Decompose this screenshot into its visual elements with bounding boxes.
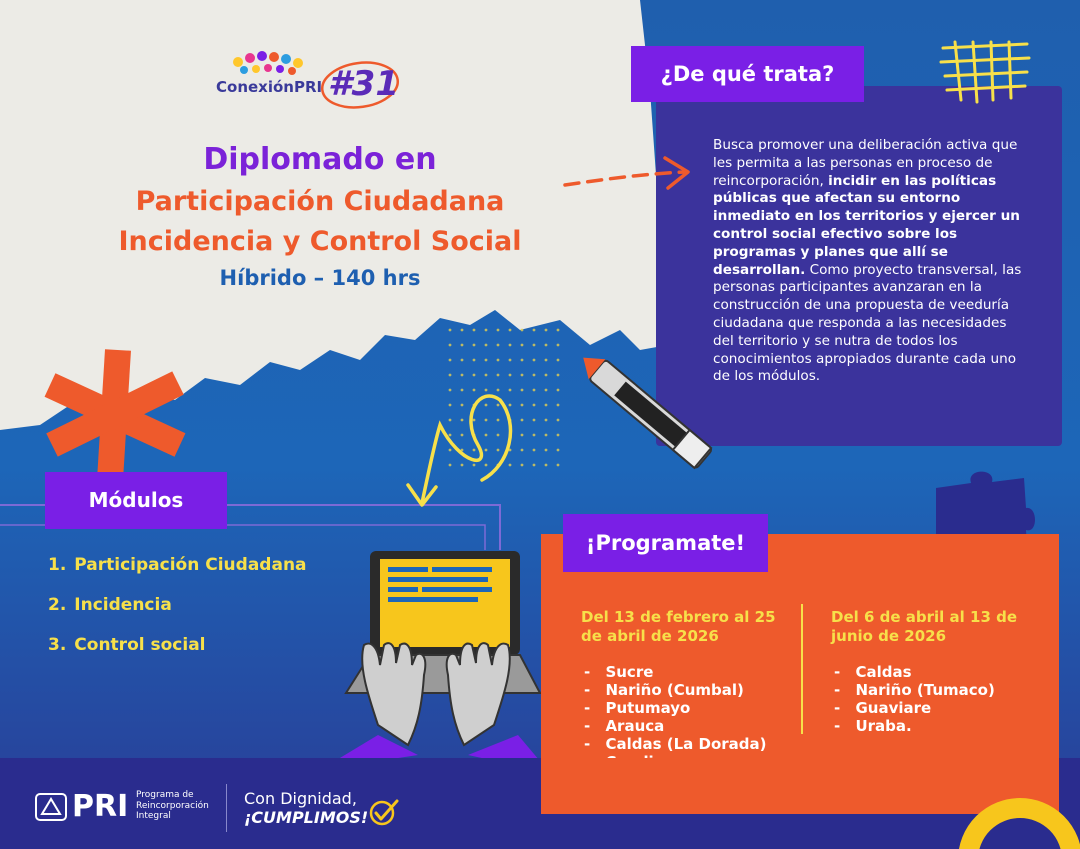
module-item: 2. Incidencia — [48, 595, 172, 615]
title-line-1: Diplomado en — [203, 142, 437, 177]
schedule-divider — [801, 604, 803, 734]
loop-arrow-icon — [400, 385, 540, 515]
about-description: Busca promover una deliberación activa que les permita a las personas en proceso de reincorporación, incidir en las políticas públicas que afectan su entorno inmediato en los territorios y ejercer un control social efectivo sobre los programas y planes que allí se desarrollan. Como proyecto transversal, las personas participantes avanzaran en la construcción de una propuesta de veeduría ciudadana que responda a las necesidades del territorio y se nutra de todos los conocimientos apropiados durante cada uno de los módulos. — [713, 137, 1022, 385]
module-item: 3. Control social — [48, 635, 206, 655]
pri-subtitle: Programa de Reincorporación Integral — [136, 790, 209, 821]
laptop-illustration — [318, 545, 558, 775]
pri-emblem-icon — [34, 792, 68, 822]
city-item: - Guaviare — [834, 699, 995, 717]
schedule-col2-dates: Del 6 de abril al 13 de junio de 2026 — [831, 608, 1018, 645]
schedule-heading: ¡Programate! — [563, 514, 768, 572]
yellow-circle-icon — [950, 790, 1080, 849]
asterisk-icon — [40, 345, 190, 485]
city-item: - Uraba. — [834, 717, 995, 735]
city-item: - Nariño (Tumaco) — [834, 681, 995, 699]
module-item: 1. Participación Ciudadana — [48, 555, 307, 575]
city-item: - Nariño (Cumbal) — [584, 681, 766, 699]
city-item: - Caldas (La Dorada) — [584, 735, 766, 753]
arrow-icon — [560, 150, 700, 200]
title-line-2: Participación Ciudadana — [135, 186, 505, 217]
schedule-col1-cities — [584, 663, 766, 771]
footer-divider — [226, 784, 227, 832]
city-item: - Arauca — [584, 717, 766, 735]
title-line-3: Incidencia y Control Social — [118, 226, 522, 257]
schedule-col2-cities — [834, 663, 995, 735]
city-item: - Sucre — [584, 663, 766, 681]
title-subtitle: Híbrido – 140 hrs — [219, 266, 421, 290]
schedule-col1-dates: Del 13 de febrero al 25 de abril de 2026 — [581, 608, 776, 645]
pri-logo-text: PRI — [72, 789, 129, 824]
episode-number: #31 — [328, 64, 399, 104]
modules-heading: Módulos — [45, 472, 227, 529]
grid-doodle-icon — [935, 38, 1035, 108]
check-circle-icon — [368, 797, 400, 827]
slogan: Con Dignidad, ¡CUMPLIMOS! — [244, 789, 369, 827]
city-item: - Putumayo — [584, 699, 766, 717]
pen-icon — [570, 345, 730, 485]
city-item: - Caldas — [834, 663, 995, 681]
about-heading: ¿De qué trata? — [631, 46, 864, 102]
conexion-logo-text: ConexiónPRI — [216, 78, 323, 96]
